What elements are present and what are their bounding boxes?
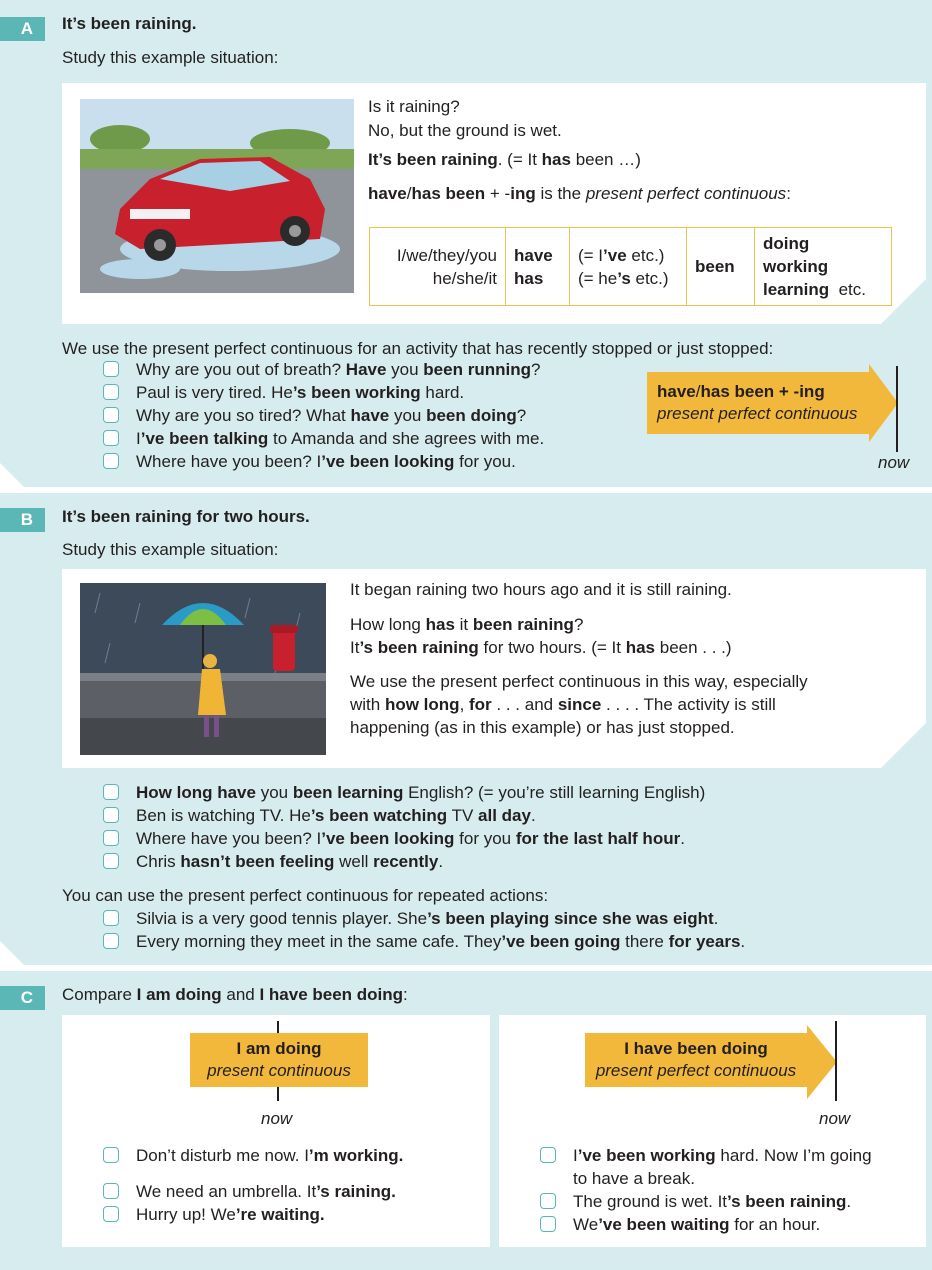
been-cell: been [687,228,755,306]
list-item: Where have you been? I’ve been looking for you. [100,450,544,473]
car-illustration [80,99,354,293]
form-table [369,227,892,306]
b-repeated-intro: You can use the present perfect continuous for repeated actions: [62,886,549,905]
list-item: Chris hasn’t been feeling well recently. [100,850,705,873]
a-formula-line: have/has been + -ing is the present perfect continuous: [368,184,791,203]
a-now-line [896,366,898,452]
a-timeline-arrow: have/has been + -ing present perfect continuous [647,372,869,434]
c-right-label-box: I have been doing present perfect continuous [585,1033,807,1087]
list-item: How long have you been learning English? (= you’re still learning English) [100,781,705,804]
c-left-now-label: now [261,1109,293,1128]
list-item: Why are you so tired? What have you been doing? [100,404,544,427]
b-how-long-answer: It’s been raining for two hours. (= It has been . . .) [350,638,732,657]
section-a-heading: It’s been raining. [62,14,197,33]
list-item: I’ve been working hard. Now I’m going [537,1144,872,1167]
b-usage-line2: with how long, for . . . and since . . . . The activity is still [350,695,776,714]
auxiliary-cell: have has [506,228,570,306]
c-right-now-line [835,1021,837,1101]
contraction-cell: (= I’ve etc.) (= he’s etc.) [570,228,687,306]
list-item: Where have you been? I’ve been looking for you for the last half hour. [100,827,705,850]
c-right-panel [499,1015,926,1247]
c-left-label-box: I am doing present continuous [190,1033,368,1087]
section-tag-c: C [0,986,45,1010]
c-left-panel [62,1015,490,1247]
section-tag-a: A [0,17,45,41]
list-item: I’ve been talking to Amanda and she agrees with me. [100,427,544,450]
b-repeated-list [100,907,745,953]
list-item: Silvia is a very good tennis player. She’s been playing since she was eight. [100,907,745,930]
list-item: The ground is wet. It’s been raining. [537,1190,872,1213]
a-been-raining-line: It’s been raining. (= It has been …) [368,150,641,169]
subject-cell: I/we/they/you he/she/it [370,228,506,306]
a-arrow-head [869,364,898,442]
list-item: Every morning they meet in the same cafe. They’ve been going there for years. [100,930,745,953]
a-example-list [100,358,544,473]
a-now-label: now [878,453,910,472]
a-usage-intro: We use the present perfect continuous for an activity that has recently stopped or just stopped: [62,339,774,358]
section-b-example-panel [62,569,926,768]
b-usage-line3: happening (as in this example) or has just stopped. [350,718,735,737]
c-right-now-label: now [819,1109,851,1128]
c-left-now-line-bottom [277,1087,279,1101]
section-b [0,493,932,965]
list-item: Why are you out of breath? Have you been running? [100,358,544,381]
section-a-study-label: Study this example situation: [62,48,279,67]
b-how-long-question: How long has it been raining? [350,615,584,634]
list-item: Ben is watching TV. He’s been watching TV all day. [100,804,705,827]
list-item: We’ve been waiting for an hour. [537,1213,872,1236]
b-usage-line1: We use the present perfect continuous in this way, especially [350,672,808,691]
section-b-heading: It’s been raining for two hours. [62,507,310,526]
c-left-list [100,1144,403,1226]
list-item: Paul is very tired. He’s been working hard. [100,381,544,404]
a-question-raining: Is it raining? [368,97,460,116]
list-item: We need an umbrella. It’s raining. [100,1180,403,1203]
b-example-list [100,781,705,873]
c-right-arrow-head [807,1025,837,1099]
section-c-heading: Compare I am doing and I have been doing: [62,985,408,1004]
umbrella-illustration [80,583,326,755]
list-item-continuation: to have a break. [573,1169,695,1188]
section-tag-b: B [0,508,45,532]
list-item: Hurry up! We’re waiting. [100,1203,403,1226]
section-c [0,971,932,1270]
section-b-study-label: Study this example situation: [62,540,279,559]
a-answer-ground-wet: No, but the ground is wet. [368,121,562,140]
ing-verbs-cell: doing working learning etc. [755,228,892,306]
list-item: Don’t disturb me now. I’m working. [100,1144,403,1167]
section-a [0,0,932,487]
b-began-raining: It began raining two hours ago and it is still raining. [350,580,732,599]
c-right-list [537,1144,872,1236]
